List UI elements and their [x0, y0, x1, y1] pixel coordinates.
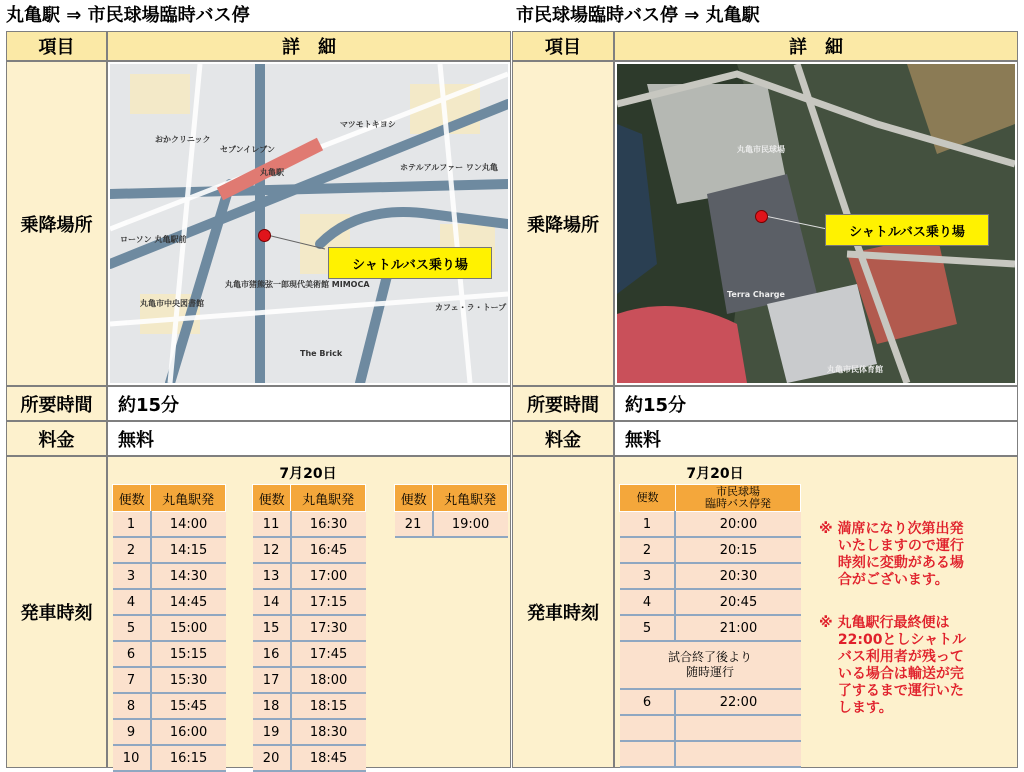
map-label: 丸亀市中央図書館 [140, 299, 204, 308]
table-cell: 1 [620, 512, 676, 538]
map-label: マツモトキヨシ [340, 120, 396, 129]
table-row [253, 745, 366, 771]
right-depart-label: 発車時刻 [512, 456, 614, 768]
map-label: ローソン 丸亀駅前 [120, 235, 187, 244]
map-label: ホテルアルファー ワン丸亀 [400, 163, 498, 172]
table-row [253, 563, 366, 589]
table-cell: 16:30 [291, 512, 366, 538]
table-row [253, 589, 366, 615]
left-station-map[interactable] [110, 64, 508, 383]
table-header: 市民球場 臨時バス停発 [675, 485, 800, 512]
table-cell: 18:45 [291, 745, 366, 771]
table-cell: 14:00 [151, 512, 226, 538]
right-header-item: 項目 [512, 31, 614, 61]
table-cell: 9 [113, 719, 151, 745]
table-cell: 11 [253, 512, 291, 538]
left-time-label: 所要時間 [6, 386, 107, 421]
table-row [620, 689, 801, 715]
table-row [253, 537, 366, 563]
map-label: 丸亀市民球場 [737, 145, 785, 154]
table-row [253, 667, 366, 693]
table-cell: 17:15 [291, 589, 366, 615]
left-schedule-panel [107, 456, 511, 768]
table-cell: 16:45 [291, 537, 366, 563]
table-cell [620, 741, 676, 767]
table-cell: 16 [253, 641, 291, 667]
left-title: 丸亀駅 ⇒ 市民球場臨時バス停 [6, 5, 250, 26]
table-row [620, 615, 801, 641]
map-label: 丸亀市猪熊弦一郎現代美術館 MIMOCA [225, 280, 370, 289]
table-row [253, 719, 366, 745]
table-row [113, 589, 226, 615]
map-label: The Brick [300, 349, 343, 358]
table-cell: 15 [253, 615, 291, 641]
right-schedule-panel [614, 456, 1018, 768]
table-row [113, 615, 226, 641]
table-cell: 3 [113, 563, 151, 589]
table-cell: 19 [253, 719, 291, 745]
right-timetable [619, 484, 801, 768]
table-row [253, 693, 366, 719]
map-label: おかクリニック [155, 135, 211, 144]
table-row [620, 563, 801, 589]
right-schedule-date: 7月20日 [686, 466, 744, 482]
table-header: 便数 [395, 485, 433, 512]
table-cell [675, 741, 800, 767]
table-row [253, 641, 366, 667]
left-header-item: 項目 [6, 31, 107, 61]
left-stop-label: 乗降場所 [6, 61, 107, 386]
table-cell: 6 [113, 641, 151, 667]
table-cell: 2 [113, 537, 151, 563]
table-cell: 16:00 [151, 719, 226, 745]
right-title: 市民球場臨時バス停 ⇒ 丸亀駅 [516, 5, 760, 26]
right-stadium-satellite-map[interactable] [617, 64, 1015, 383]
left-fee-value: 無料 [107, 421, 511, 456]
left-schedule-date: 7月20日 [279, 466, 337, 482]
table-row [113, 693, 226, 719]
table-cell: 10 [113, 745, 151, 771]
table-cell: 15:45 [151, 693, 226, 719]
table-cell: 16:15 [151, 745, 226, 771]
right-header-detail: 詳 細 [614, 31, 1018, 61]
table-row [620, 641, 801, 689]
table-row [620, 741, 801, 767]
table-cell: 17 [253, 667, 291, 693]
table-cell: 18:15 [291, 693, 366, 719]
left-header-detail: 詳 細 [107, 31, 511, 61]
left-timetable-3 [394, 484, 508, 538]
table-cell: 2 [620, 537, 676, 563]
table-cell: 15:00 [151, 615, 226, 641]
table-header: 便数 [253, 485, 291, 512]
right-time-label: 所要時間 [512, 386, 614, 421]
table-row [620, 589, 801, 615]
merged-note-cell: 試合終了後より 随時運行 [620, 641, 801, 689]
table-header: 丸亀駅発 [151, 485, 226, 512]
table-cell: 20:15 [675, 537, 800, 563]
left-time-value: 約15分 [107, 386, 511, 421]
table-cell: 18 [253, 693, 291, 719]
right-note-1: ※ 満席になり次第出発 いたしますので運行 時刻に変動がある場 合がございます。 [819, 521, 964, 588]
table-row [620, 512, 801, 538]
table-header: 丸亀駅発 [291, 485, 366, 512]
table-header: 便数 [113, 485, 151, 512]
table-cell: 17:00 [291, 563, 366, 589]
table-row [253, 615, 366, 641]
table-cell: 4 [620, 589, 676, 615]
table-row [253, 512, 366, 538]
table-cell: 7 [113, 667, 151, 693]
left-map-cell [107, 61, 511, 386]
table-cell: 20:45 [675, 589, 800, 615]
table-cell: 12 [253, 537, 291, 563]
table-cell: 13 [253, 563, 291, 589]
table-cell: 4 [113, 589, 151, 615]
map-label: 丸亀市民体育館 [827, 365, 883, 374]
right-shuttle-callout: シャトルバス乗り場 [825, 214, 989, 246]
table-row [620, 537, 801, 563]
table-cell: 14 [253, 589, 291, 615]
map-label: 丸亀駅 [260, 168, 284, 177]
table-cell: 18:30 [291, 719, 366, 745]
table-cell: 5 [113, 615, 151, 641]
table-cell: 20:00 [675, 512, 800, 538]
table-row [113, 719, 226, 745]
table-row [113, 641, 226, 667]
table-cell: 14:15 [151, 537, 226, 563]
left-fee-label: 料金 [6, 421, 107, 456]
table-cell: 15:15 [151, 641, 226, 667]
map-label: Terra Charge [727, 290, 785, 299]
table-row [113, 512, 226, 538]
table-row [113, 745, 226, 771]
table-cell: 14:30 [151, 563, 226, 589]
table-cell: 17:30 [291, 615, 366, 641]
table-cell: 20 [253, 745, 291, 771]
left-stop-marker-icon [258, 229, 271, 242]
table-cell: 19:00 [433, 512, 508, 538]
table-row [395, 512, 508, 538]
left-timetable-1 [112, 484, 226, 772]
table-cell: 22:00 [675, 689, 800, 715]
table-cell: 5 [620, 615, 676, 641]
table-header: 丸亀駅発 [433, 485, 508, 512]
right-fee-value: 無料 [614, 421, 1018, 456]
right-time-value: 約15分 [614, 386, 1018, 421]
table-cell: 14:45 [151, 589, 226, 615]
table-cell: 3 [620, 563, 676, 589]
right-stop-label: 乗降場所 [512, 61, 614, 386]
table-cell: 20:30 [675, 563, 800, 589]
table-cell: 17:45 [291, 641, 366, 667]
table-cell: 18:00 [291, 667, 366, 693]
left-shuttle-callout: シャトルバス乗り場 [328, 247, 492, 279]
left-depart-label: 発車時刻 [6, 456, 107, 768]
left-timetable-2 [252, 484, 366, 772]
table-row [620, 715, 801, 741]
table-row [113, 667, 226, 693]
map-label: セブンイレブン [220, 145, 275, 154]
table-cell [675, 715, 800, 741]
table-cell: 6 [620, 689, 676, 715]
table-row [113, 537, 226, 563]
right-map-cell [614, 61, 1018, 386]
right-note-2: ※ 丸亀駅行最終便は 22:00としシャトル バス利用者が残って いる場合は輸送が完 了するまで運行いた します。 [819, 615, 967, 716]
right-fee-label: 料金 [512, 421, 614, 456]
table-cell: 8 [113, 693, 151, 719]
table-cell: 1 [113, 512, 151, 538]
table-cell: 21 [395, 512, 433, 538]
table-row [113, 563, 226, 589]
table-header: 便数 [620, 485, 676, 512]
table-cell: 21:00 [675, 615, 800, 641]
right-stop-marker-icon [755, 210, 768, 223]
table-cell [620, 715, 676, 741]
map-label: カフェ・ラ・トープ [435, 303, 507, 312]
table-cell: 15:30 [151, 667, 226, 693]
